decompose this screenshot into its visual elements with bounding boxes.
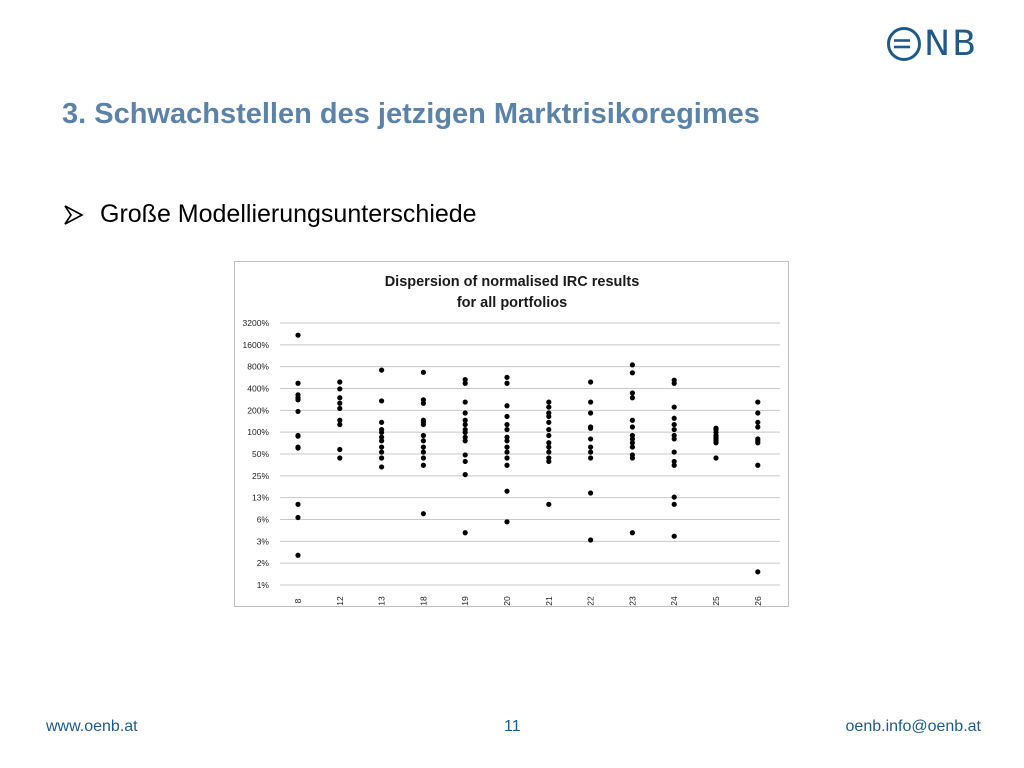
slide-title: 3. Schwachstellen des jetzigen Marktrisikoregimes [62, 98, 760, 130]
data-point [672, 422, 677, 427]
data-point [463, 381, 468, 386]
y-tick-label: 13% [251, 492, 269, 503]
y-tick-label: 1600% [242, 339, 269, 350]
data-point [379, 444, 384, 449]
y-tick-label: 50% [251, 449, 269, 459]
data-point [588, 436, 593, 441]
data-point [504, 375, 509, 380]
data-point [755, 440, 760, 445]
data-point [630, 362, 635, 367]
data-point [337, 447, 342, 452]
data-point [337, 395, 342, 400]
data-point [755, 569, 760, 574]
data-point [588, 490, 593, 495]
data-point [755, 463, 760, 468]
data-point [672, 436, 677, 441]
data-point [630, 530, 635, 535]
data-point [295, 434, 300, 439]
data-point [379, 438, 384, 443]
data-point [588, 537, 593, 542]
chart-title: Dispersion of normalised IRC results [384, 274, 640, 290]
data-point [421, 433, 426, 438]
y-tick-label: 3200% [242, 318, 269, 328]
data-point [463, 430, 468, 435]
data-point [504, 449, 509, 454]
data-point [504, 381, 509, 386]
data-point [504, 489, 509, 494]
data-point [713, 455, 718, 460]
bullet-item [62, 200, 477, 229]
data-point [504, 444, 509, 449]
data-point [463, 399, 468, 404]
data-point [630, 418, 635, 423]
data-point [337, 422, 342, 427]
data-point [504, 438, 509, 443]
data-point [379, 455, 384, 460]
data-point [546, 420, 551, 425]
data-point [546, 414, 551, 419]
y-tick-label: 800% [247, 361, 269, 372]
data-point [672, 534, 677, 539]
data-point [421, 511, 426, 516]
data-point [421, 422, 426, 427]
chart-subtitle: for all portfolios [456, 295, 568, 311]
y-tick-label: 1% [256, 580, 269, 590]
x-tick-label: 13 [376, 596, 387, 606]
data-point [379, 420, 384, 425]
data-point [588, 379, 593, 384]
data-point [672, 427, 677, 432]
chart-svg [235, 262, 788, 606]
data-point [630, 444, 635, 449]
data-point [379, 464, 384, 469]
oenb-logo [886, 26, 998, 62]
data-point [546, 502, 551, 507]
data-point [672, 404, 677, 409]
data-point [546, 433, 551, 438]
data-point [546, 444, 551, 449]
data-point [588, 410, 593, 415]
data-point [630, 390, 635, 395]
data-point [672, 381, 677, 386]
data-point [546, 427, 551, 432]
chart-grid [280, 323, 780, 585]
x-tick-label: 8 [293, 598, 303, 604]
data-point [630, 370, 635, 375]
data-point [672, 494, 677, 499]
data-point [421, 463, 426, 468]
data-point [504, 519, 509, 524]
data-point [755, 410, 760, 415]
data-point [379, 367, 384, 372]
data-point [463, 530, 468, 535]
data-point [546, 399, 551, 404]
data-point [504, 463, 509, 468]
x-tick-label: 22 [585, 596, 596, 606]
data-point [672, 502, 677, 507]
data-point [630, 455, 635, 460]
data-point [421, 401, 426, 406]
data-point [295, 397, 300, 402]
y-tick-label: 3% [256, 536, 269, 547]
data-point [337, 386, 342, 391]
x-axis-ticks [293, 596, 763, 606]
x-tick-label: 20 [502, 596, 512, 606]
data-point [504, 455, 509, 460]
data-point [295, 515, 300, 520]
data-point [504, 414, 509, 419]
data-point [546, 404, 551, 409]
data-point [463, 438, 468, 443]
data-point [421, 370, 426, 375]
data-point [546, 459, 551, 464]
data-point [337, 455, 342, 460]
data-point [337, 401, 342, 406]
x-tick-label: 18 [418, 596, 429, 606]
data-point [463, 410, 468, 415]
data-point [295, 502, 300, 507]
data-point [379, 430, 384, 435]
data-point [463, 452, 468, 457]
data-point [672, 416, 677, 421]
page-number: 11 [504, 718, 521, 735]
data-point [504, 422, 509, 427]
data-point [337, 379, 342, 384]
data-point [379, 449, 384, 454]
x-tick-label: 26 [752, 596, 763, 606]
data-point [504, 403, 509, 408]
arrow-bullet-icon [62, 204, 84, 226]
data-point [421, 438, 426, 443]
x-tick-label: 12 [334, 596, 345, 606]
y-axis-ticks [243, 318, 270, 590]
data-point [295, 381, 300, 386]
y-tick-label: 100% [247, 427, 269, 438]
y-tick-label: 400% [247, 383, 269, 394]
y-tick-label: 6% [256, 514, 269, 525]
data-point [755, 424, 760, 429]
data-point [421, 444, 426, 449]
euro-circle-icon [886, 26, 922, 62]
x-tick-label: 21 [543, 596, 554, 606]
data-point [421, 449, 426, 454]
dispersion-chart [234, 261, 789, 607]
data-point [337, 406, 342, 411]
data-point [421, 455, 426, 460]
data-point [504, 427, 509, 432]
x-tick-label: 24 [669, 596, 680, 606]
data-point [588, 444, 593, 449]
logo-text: NB [924, 24, 979, 64]
y-tick-label: 25% [251, 470, 269, 481]
data-point [755, 399, 760, 404]
data-point [546, 449, 551, 454]
x-tick-label: 25 [711, 596, 721, 606]
data-point [295, 409, 300, 414]
data-point [295, 333, 300, 338]
data-point [588, 399, 593, 404]
data-point [463, 422, 468, 427]
x-tick-label: 23 [627, 596, 638, 606]
data-point [630, 424, 635, 429]
y-tick-label: 200% [247, 405, 269, 416]
x-tick-label: 19 [460, 596, 471, 606]
data-point [672, 449, 677, 454]
y-tick-label: 2% [256, 558, 269, 569]
data-point [630, 395, 635, 400]
data-point [463, 472, 468, 477]
footer-website[interactable]: www.oenb.at [46, 718, 138, 735]
data-point [463, 459, 468, 464]
data-point [588, 449, 593, 454]
bullet-text: Große Modellierungsunterschiede [100, 200, 477, 228]
data-point [295, 553, 300, 558]
data-point [379, 398, 384, 403]
data-point [713, 440, 718, 445]
footer-email[interactable]: oenb.info@oenb.at [845, 718, 981, 735]
data-point [588, 426, 593, 431]
data-point [295, 445, 300, 450]
data-point [755, 420, 760, 425]
data-point [672, 463, 677, 468]
data-point [588, 455, 593, 460]
